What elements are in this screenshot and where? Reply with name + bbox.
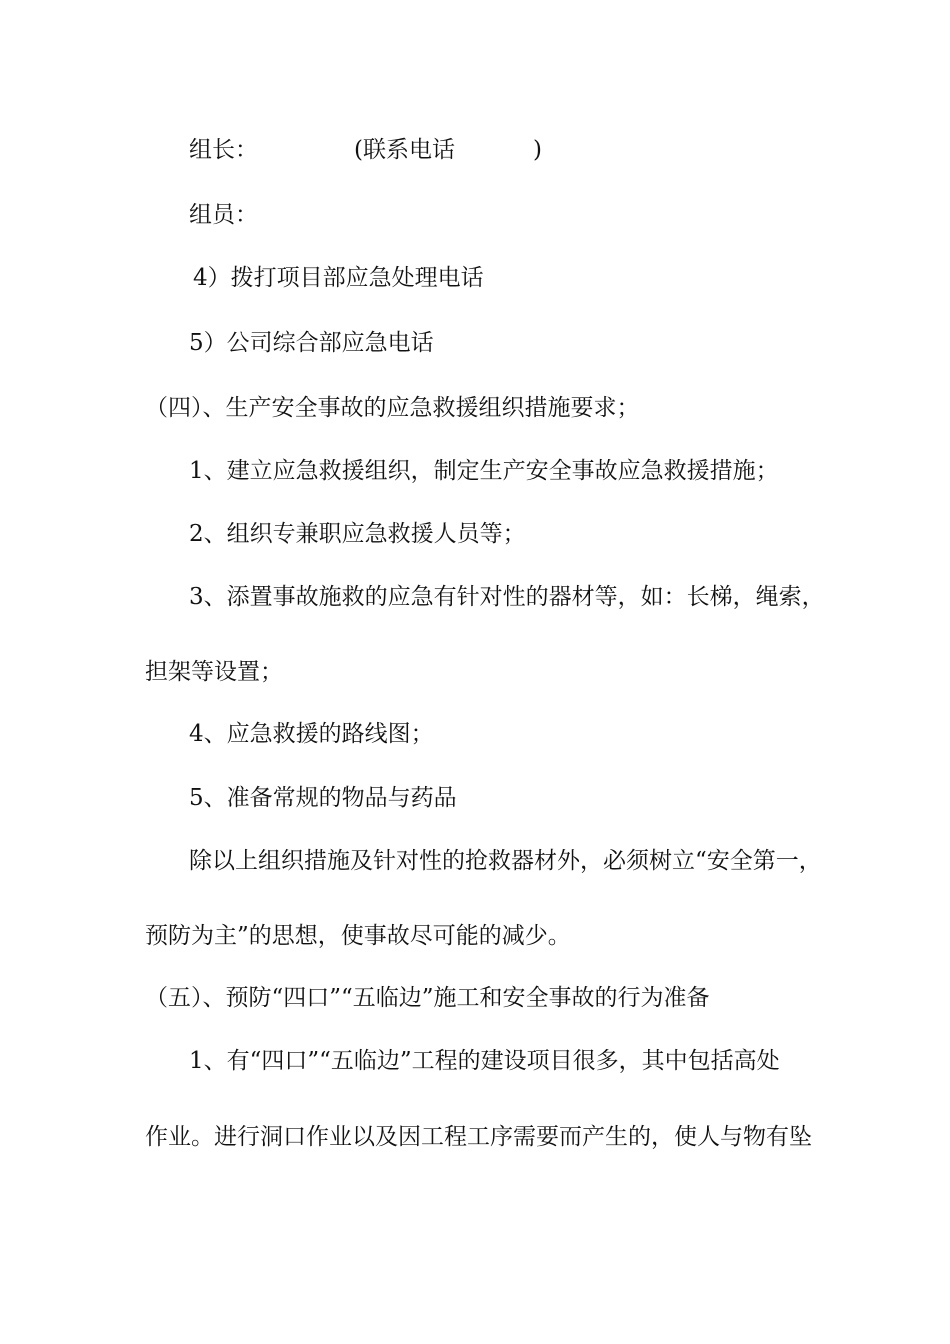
members-label: 组员： (189, 202, 258, 228)
section-five-heading: （五）、预防“四口”“五临边”施工和安全事故的行为准备 (145, 985, 710, 1011)
paragraph-line-1: 除以上组织措施及针对性的抢救器材外，必须树立“安全第一， (189, 848, 822, 874)
five-item-1-line-1: 1、有“四口”“五临边”工程的建设项目很多，其中包括高处 (189, 1048, 780, 1074)
leader-label: 组长： (189, 137, 258, 163)
requirement-3-line-2: 担架等设置； (145, 659, 283, 685)
item-4-call: 4）拨打项目部应急处理电话 (193, 265, 484, 291)
requirement-5: 5、准备常规的物品与药品 (189, 785, 457, 811)
five-item-1-line-2: 作业。进行洞口作业以及因工程工序需要而产生的，使人与物有坠 (145, 1124, 812, 1150)
item-5-company: 5）公司综合部应急电话 (189, 330, 434, 356)
members-line (189, 200, 258, 230)
section-four-heading: （四）、生产安全事故的应急救援组织措施要求； (145, 395, 640, 421)
paragraph-line-2: 预防为主”的思想，使事故尽可能的减少。 (145, 923, 571, 949)
leader-phone-close: ) (532, 137, 542, 163)
requirement-1: 1、建立应急救援组织，制定生产安全事故应急救援措施； (189, 458, 779, 484)
requirement-4: 4、应急救援的路线图； (189, 721, 434, 747)
requirement-2: 2、组织专兼职应急救援人员等； (189, 521, 526, 547)
leader-line (189, 135, 542, 165)
requirement-3-line-1: 3、添置事故施救的应急有针对性的器材等，如：长梯，绳索， (189, 584, 825, 610)
leader-phone-open: (联系电话 (354, 137, 455, 163)
